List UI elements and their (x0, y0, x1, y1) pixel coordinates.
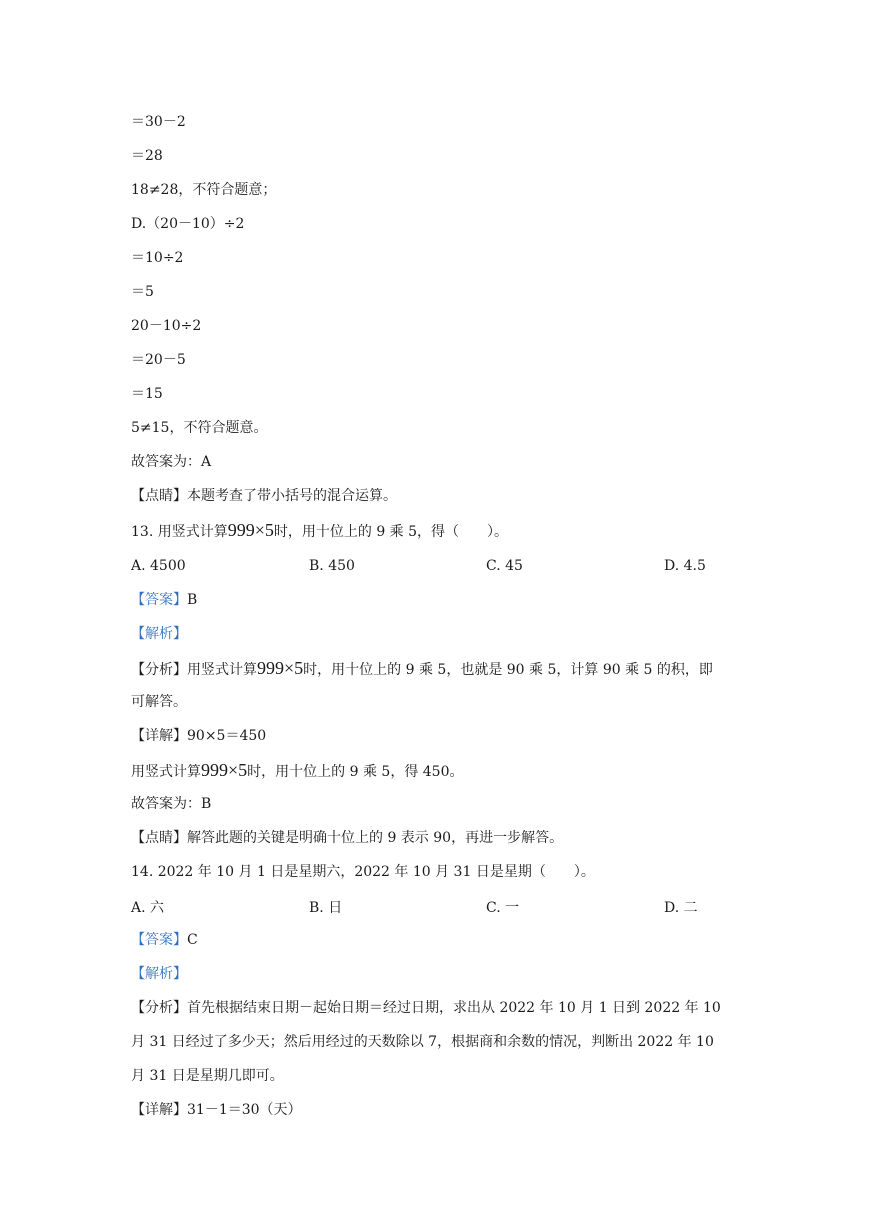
option-d: D. 4.5 (664, 558, 706, 574)
fenxi-math: 999×5 (257, 658, 304, 678)
question-13-math: 999×5 (227, 520, 274, 540)
dianjing-line: 【点睛】本题考查了带小括号的混合运算。 (131, 488, 397, 504)
answer-line (131, 930, 198, 950)
question-13 (131, 520, 508, 542)
answer-value: B (187, 592, 198, 608)
conclusion-line: 故答案为：B (131, 796, 212, 812)
text-line: ＝10÷2 (131, 250, 184, 266)
text-line: ＝28 (131, 148, 163, 164)
answer-value: C (187, 932, 198, 948)
analysis-tag: 【解析】 (131, 626, 187, 642)
fenxi-line-2: 月 31 日经过了多少天；然后用经过的天数除以 7，根据商和余数的情况，判断出 2022 年 10 (131, 1034, 714, 1050)
detail-line: 【详解】90×5＝450 (131, 728, 267, 744)
fenxi-line: 【分析】首先根据结束日期－起始日期＝经过日期，求出从 2022 年 10 月 1 日到 2022 年 10 (131, 1000, 721, 1016)
option-b: B. 450 (309, 558, 355, 574)
fenxi-prefix: 【分析】用竖式计算 (131, 662, 257, 678)
option-a: A. 4500 (131, 558, 186, 574)
answer-line (131, 590, 197, 610)
text-line: 18≠28，不符合题意； (131, 182, 277, 198)
detail-prefix: 用竖式计算 (131, 764, 201, 780)
text-line: ＝15 (131, 386, 163, 402)
fenxi-line-2: 可解答。 (131, 694, 187, 710)
analysis-tag: 【解析】 (131, 966, 187, 982)
option-c: C. 一 (486, 900, 520, 916)
option-b: B. 日 (309, 900, 343, 916)
answer-tag: 【答案】 (131, 932, 187, 948)
text-line: 20－10÷2 (131, 318, 202, 334)
detail-line: 【详解】31－1＝30（天） (131, 1102, 302, 1118)
fenxi-suffix: 时，用十位上的 9 乘 5，也就是 90 乘 5，计算 90 乘 5 的积，即 (303, 662, 713, 678)
text-line: ＝20－5 (131, 352, 186, 368)
text-line: D.（20－10）÷2 (131, 216, 245, 232)
fenxi-line (131, 658, 713, 680)
fenxi-line-3: 月 31 日是星期几即可。 (131, 1068, 284, 1084)
answer-tag: 【答案】 (131, 592, 187, 608)
text-line: 5≠15，不符合题意。 (131, 420, 268, 436)
detail-math: 999×5 (201, 760, 248, 780)
conclusion-line: 故答案为：A (131, 454, 212, 470)
question-14: 14. 2022 年 10 月 1 日是星期六，2022 年 10 月 31 日是星期（ ）。 (131, 864, 595, 880)
option-a: A. 六 (131, 900, 165, 916)
question-13-prefix: 13. 用竖式计算 (131, 524, 228, 540)
dianjing-line: 【点睛】解答此题的关键是明确十位上的 9 表示 90，再进一步解答。 (131, 830, 564, 846)
detail-line-2 (131, 760, 464, 782)
option-d: D. 二 (664, 900, 698, 916)
detail-suffix: 时，用十位上的 9 乘 5，得 450。 (247, 764, 464, 780)
text-line: ＝30－2 (131, 114, 186, 130)
question-13-suffix: 时，用十位上的 9 乘 5，得（ ）。 (273, 524, 509, 540)
option-c: C. 45 (486, 558, 523, 574)
text-line: ＝5 (131, 284, 154, 300)
